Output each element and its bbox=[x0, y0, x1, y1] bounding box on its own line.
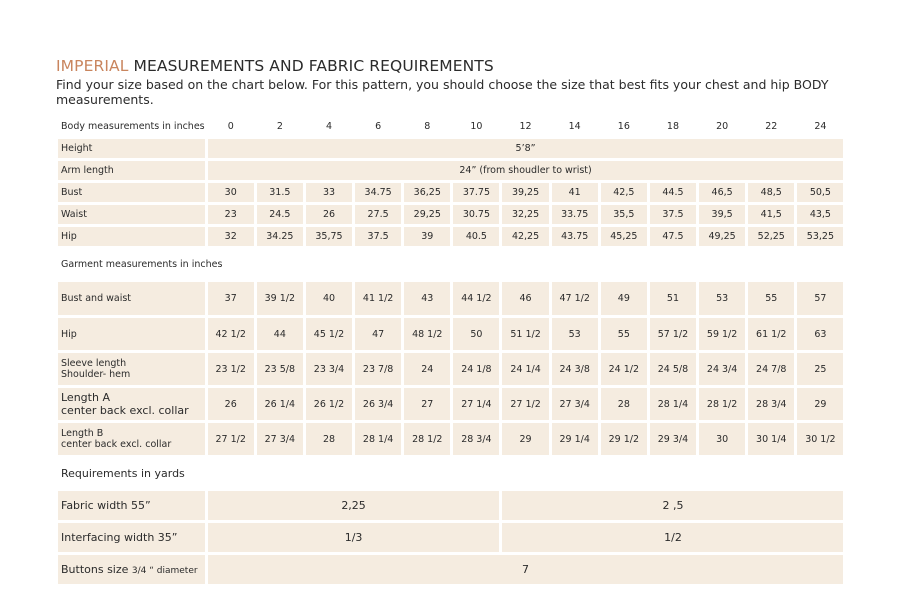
title-accent: IMPERIAL bbox=[56, 57, 129, 75]
body-measurements-table bbox=[55, 114, 846, 587]
row-label-line1: Length B bbox=[61, 428, 104, 439]
size-header-cell: 18 bbox=[666, 121, 680, 132]
size-header-row bbox=[58, 117, 843, 136]
row-label bbox=[58, 555, 205, 584]
table-cell: 28 1/2 bbox=[404, 423, 450, 455]
fabric-right-value: 2 ,5 bbox=[502, 491, 843, 520]
row-label-line2: Shoulder- hem bbox=[61, 369, 131, 380]
table-cell: 23 3/4 bbox=[306, 353, 352, 385]
table-cell: 42,5 bbox=[601, 183, 647, 202]
hip-row bbox=[58, 227, 843, 246]
fabric-width-row bbox=[58, 491, 843, 520]
table-cell: 57 1/2 bbox=[650, 318, 696, 350]
size-header-cell: 4 bbox=[325, 121, 333, 132]
row-label-line1: Sleeve length bbox=[61, 358, 127, 369]
bust-row bbox=[58, 183, 843, 202]
table-cell: 34.75 bbox=[355, 183, 401, 202]
size-header-cell: 22 bbox=[765, 121, 778, 132]
row-label: Hip bbox=[58, 318, 205, 350]
table-cell: 53,25 bbox=[797, 227, 843, 246]
table-cell: 24 bbox=[404, 353, 450, 385]
table-cell: 29 3/4 bbox=[650, 423, 696, 455]
table-cell: 50,5 bbox=[797, 183, 843, 202]
table-cell: 41,5 bbox=[748, 205, 794, 224]
row-label: Fabric width 55” bbox=[58, 491, 205, 520]
body-header-label: Body measurements in inches bbox=[61, 121, 205, 132]
table-cell: 25 bbox=[797, 353, 843, 385]
table-cell: 40 bbox=[306, 282, 352, 315]
table-cell: 26 bbox=[208, 388, 254, 420]
page-title bbox=[56, 57, 494, 75]
row-label bbox=[58, 353, 205, 385]
table-cell: 24 3/8 bbox=[552, 353, 598, 385]
table-cell: 57 bbox=[797, 282, 843, 315]
buttons-row bbox=[58, 555, 843, 584]
table-cell: 49 bbox=[601, 282, 647, 315]
table-cell: 29 1/2 bbox=[601, 423, 647, 455]
row-label: Interfacing width 35” bbox=[58, 523, 205, 552]
table-cell: 51 1/2 bbox=[502, 318, 548, 350]
length-b-row bbox=[58, 423, 843, 455]
height-row bbox=[58, 139, 843, 158]
table-cell: 29 bbox=[502, 423, 548, 455]
table-cell: 45,25 bbox=[601, 227, 647, 246]
garment-header-label: Garment measurements in inches bbox=[61, 258, 223, 270]
table-cell: 48,5 bbox=[748, 183, 794, 202]
size-header-cell: 8 bbox=[424, 121, 431, 132]
title-rest: MEASUREMENTS AND FABRIC REQUIREMENTS bbox=[128, 57, 494, 75]
table-cell: 26 bbox=[306, 205, 352, 224]
interfacing-width-row bbox=[58, 523, 843, 552]
table-cell: 30.75 bbox=[453, 205, 499, 224]
table-cell: 52,25 bbox=[748, 227, 794, 246]
table-cell: 27 1/2 bbox=[502, 388, 548, 420]
table-cell: 35,5 bbox=[601, 205, 647, 224]
table-cell: 27 bbox=[404, 388, 450, 420]
table-cell: 42,25 bbox=[502, 227, 548, 246]
table-cell: 33 bbox=[306, 183, 352, 202]
table-cell: 33.75 bbox=[552, 205, 598, 224]
table-cell: 27 3/4 bbox=[552, 388, 598, 420]
row-label: Waist bbox=[58, 205, 205, 224]
table-cell: 24 3/4 bbox=[699, 353, 745, 385]
table-cell: 49,25 bbox=[699, 227, 745, 246]
table-cell: 30 1/4 bbox=[748, 423, 794, 455]
row-label: Bust and waist bbox=[58, 282, 205, 315]
table-cell: 30 bbox=[208, 183, 254, 202]
buttons-diameter-label: 3/4 “ diameter bbox=[131, 566, 198, 576]
table-cell: 28 3/4 bbox=[748, 388, 794, 420]
table-cell: 23 5/8 bbox=[257, 353, 303, 385]
table-cell: 28 1/4 bbox=[650, 388, 696, 420]
fabric-left-value: 2,25 bbox=[208, 491, 500, 520]
length-a-row bbox=[58, 388, 843, 420]
table-cell: 43,5 bbox=[797, 205, 843, 224]
table-cell: 45 1/2 bbox=[306, 318, 352, 350]
table-cell: 47.5 bbox=[650, 227, 696, 246]
arm-length-value: 24” (from shoudler to wrist) bbox=[208, 161, 844, 180]
table-cell: 23 1/2 bbox=[208, 353, 254, 385]
table-cell: 24 1/2 bbox=[601, 353, 647, 385]
table-cell: 44 bbox=[257, 318, 303, 350]
row-label: Height bbox=[58, 139, 205, 158]
table-cell: 40.5 bbox=[453, 227, 499, 246]
table-cell: 28 3/4 bbox=[453, 423, 499, 455]
page-subtitle: Find your size based on the chart below. For this pattern, you should choose the size that best fits your chest and hip BODY measurements. bbox=[56, 77, 829, 107]
garment-header-row bbox=[58, 249, 843, 279]
size-header-cell: 16 bbox=[617, 121, 630, 132]
table-cell: 24 1/4 bbox=[502, 353, 548, 385]
table-cell: 44 1/2 bbox=[453, 282, 499, 315]
table-cell: 48 1/2 bbox=[404, 318, 450, 350]
table-cell: 50 bbox=[453, 318, 499, 350]
table-cell: 24 5/8 bbox=[650, 353, 696, 385]
row-label-line1: Length A bbox=[61, 391, 110, 404]
table-cell: 28 1/2 bbox=[699, 388, 745, 420]
row-label: Bust bbox=[58, 183, 205, 202]
table-cell: 23 bbox=[208, 205, 254, 224]
size-header-cell: 6 bbox=[375, 121, 382, 132]
table-cell: 51 bbox=[650, 282, 696, 315]
table-cell: 24.5 bbox=[257, 205, 303, 224]
table-cell: 35,75 bbox=[306, 227, 352, 246]
interfacing-right-value: 1/2 bbox=[502, 523, 843, 552]
requirements-header-label: Requirements in yards bbox=[61, 466, 185, 480]
table-cell: 55 bbox=[601, 318, 647, 350]
sleeve-length-row bbox=[58, 353, 843, 385]
table-cell: 41 bbox=[552, 183, 598, 202]
table-cell: 37.5 bbox=[650, 205, 696, 224]
table-cell: 39 1/2 bbox=[257, 282, 303, 315]
table-cell: 47 bbox=[355, 318, 401, 350]
waist-row bbox=[58, 205, 843, 224]
table-cell: 44.5 bbox=[650, 183, 696, 202]
table-cell: 28 1/4 bbox=[355, 423, 401, 455]
arm-length-row bbox=[58, 161, 843, 180]
size-header-cell: 12 bbox=[519, 121, 532, 132]
table-cell: 31.5 bbox=[257, 183, 303, 202]
table-cell: 28 bbox=[601, 388, 647, 420]
size-header-cell: 2 bbox=[276, 121, 283, 132]
table-cell: 41 1/2 bbox=[355, 282, 401, 315]
table-cell: 39,25 bbox=[502, 183, 548, 202]
table-cell: 61 1/2 bbox=[748, 318, 794, 350]
table-cell: 30 1/2 bbox=[797, 423, 843, 455]
size-header-cell: 10 bbox=[470, 121, 483, 132]
interfacing-left-value: 1/3 bbox=[208, 523, 500, 552]
row-label bbox=[58, 423, 205, 455]
buttons-value: 7 bbox=[208, 555, 844, 584]
table-cell: 46 bbox=[502, 282, 548, 315]
height-value: 5’8” bbox=[208, 139, 844, 158]
table-cell: 37.5 bbox=[355, 227, 401, 246]
table-cell: 59 1/2 bbox=[699, 318, 745, 350]
table-cell: 34.25 bbox=[257, 227, 303, 246]
row-label-line2: center back excl. collar bbox=[61, 439, 172, 450]
table-cell: 30 bbox=[699, 423, 745, 455]
table-cell: 43 bbox=[404, 282, 450, 315]
size-header-cell: 20 bbox=[716, 121, 729, 132]
bust-waist-row bbox=[58, 282, 843, 315]
table-cell: 26 1/2 bbox=[306, 388, 352, 420]
table-cell: 39,5 bbox=[699, 205, 745, 224]
table-cell: 39 bbox=[404, 227, 450, 246]
buttons-label: Buttons size bbox=[61, 563, 129, 576]
table-cell: 36,25 bbox=[404, 183, 450, 202]
table-cell: 37 bbox=[208, 282, 254, 315]
table-cell: 37.75 bbox=[453, 183, 499, 202]
size-header-cell: 0 bbox=[227, 121, 234, 132]
row-label: Arm length bbox=[58, 161, 205, 180]
table-cell: 27 1/2 bbox=[208, 423, 254, 455]
table-cell: 27.5 bbox=[355, 205, 401, 224]
row-label bbox=[58, 388, 205, 420]
table-cell: 47 1/2 bbox=[552, 282, 598, 315]
table-cell: 53 bbox=[699, 282, 745, 315]
table-cell: 27 1/4 bbox=[453, 388, 499, 420]
table-cell: 32,25 bbox=[502, 205, 548, 224]
table-cell: 42 1/2 bbox=[208, 318, 254, 350]
table-cell: 63 bbox=[797, 318, 843, 350]
row-label-line2: center back excl. collar bbox=[61, 404, 189, 417]
garment-hip-row bbox=[58, 318, 843, 350]
table-cell: 27 3/4 bbox=[257, 423, 303, 455]
table-cell: 24 1/8 bbox=[453, 353, 499, 385]
table-cell: 53 bbox=[552, 318, 598, 350]
table-cell: 32 bbox=[208, 227, 254, 246]
table-cell: 43.75 bbox=[552, 227, 598, 246]
table-cell: 24 7/8 bbox=[748, 353, 794, 385]
row-label: Hip bbox=[58, 227, 205, 246]
table-cell: 55 bbox=[748, 282, 794, 315]
table-cell: 29 bbox=[797, 388, 843, 420]
requirements-header-row bbox=[58, 458, 843, 488]
size-header-cell: 24 bbox=[814, 121, 827, 132]
table-cell: 46,5 bbox=[699, 183, 745, 202]
table-cell: 29 1/4 bbox=[552, 423, 598, 455]
size-header-cell: 14 bbox=[568, 121, 581, 132]
table-cell: 28 bbox=[306, 423, 352, 455]
table-cell: 26 1/4 bbox=[257, 388, 303, 420]
table-cell: 26 3/4 bbox=[355, 388, 401, 420]
table-cell: 23 7/8 bbox=[355, 353, 401, 385]
table-cell: 29,25 bbox=[404, 205, 450, 224]
